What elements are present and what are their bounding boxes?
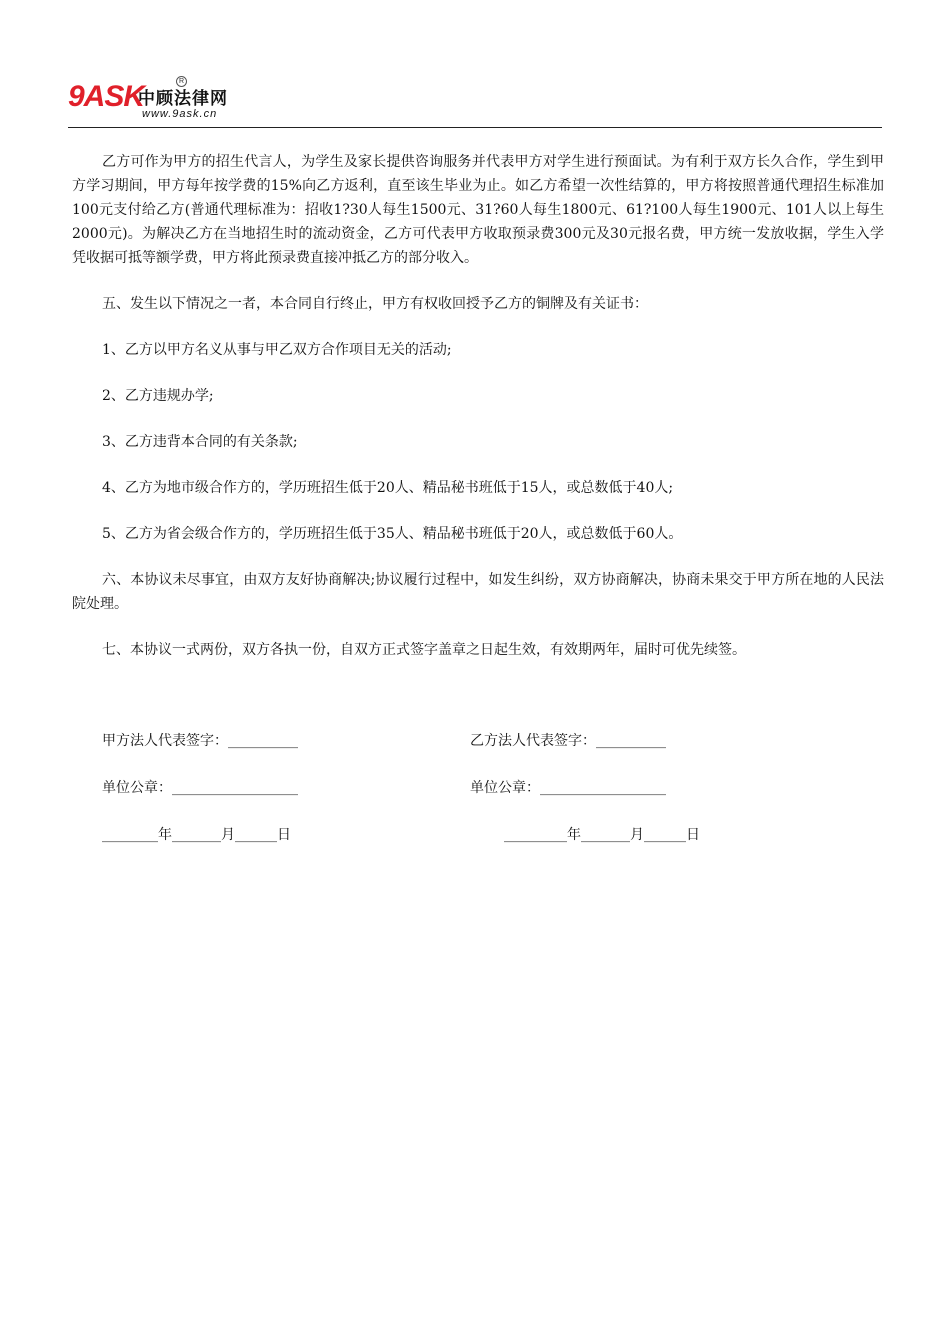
clause-five-item-5: 5、乙方为省会级合作方的，学历班招生低于35人、精品秘书班低于20人，或总数低于60人。 [102, 526, 683, 542]
header-divider [68, 127, 882, 128]
document-body [72, 150, 884, 662]
clause-five-item-1: 1、乙方以甲方名义从事与甲乙双方合作项目无关的活动; [102, 342, 452, 358]
clause-five-item-4: 4、乙方为地市级合作方的，学历班招生低于20人、精品秘书班低于15人，或总数低于40人; [102, 480, 674, 496]
party-a-date: ________年_______月______日 [102, 827, 291, 843]
signature-row-seal [102, 777, 862, 801]
site-logo[interactable] [68, 76, 268, 122]
clause-five-heading: 五、发生以下情况之一者，本合同自行终止，甲方有权收回授予乙方的铜牌及有关证书： [102, 296, 648, 312]
party-a-rep-signature: 甲方法人代表签字：__________ [102, 733, 298, 749]
registered-mark-icon: R [176, 76, 187, 87]
clause-seven: 七、本协议一式两份，双方各执一份，自双方正式签字盖章之日起生效，有效期两年，届时可优先续签。 [102, 642, 746, 658]
logo-mark: 9ASK [68, 80, 145, 113]
paragraph-commission: 乙方可作为甲方的招生代言人，为学生及家长提供咨询服务并代表甲方对学生进行预面试。为有利于双方长久合作，学生到甲方学习期间，甲方每年按学费的15%向乙方返利，直至该生毕业为止。如乙方希望一次性结算的，甲方将按照普通代理招生标准加100元支付给乙方(普通代理标准为：招收1?30人每生1500元、31?60人每生1800元、61?100人每生1900元、101人以上每生2000元)。为解决乙方在当地招生时的流动资金，乙方可代表甲方收取预录费300元及30元报名费，甲方统一发放收据，学生入学凭收据可抵等额学费，甲方将此预录费直接冲抵乙方的部分收入。 [72, 154, 884, 266]
party-b-rep-signature: 乙方法人代表签字：__________ [470, 733, 666, 749]
clause-five-item-2: 2、乙方违规办学; [102, 388, 214, 404]
party-a-seal: 单位公章：__________________ [102, 780, 298, 796]
document-header [68, 72, 882, 130]
party-b-seal: 单位公章：__________________ [470, 780, 666, 796]
signature-row-date [102, 824, 862, 848]
party-b-date: _________年_______月______日 [504, 827, 700, 843]
logo-url: www.9ask.cn [142, 108, 218, 120]
logo-brand-name: 中顾法律网 [138, 89, 228, 109]
clause-six: 六、本协议未尽事宜，由双方友好协商解决;协议履行过程中，如发生纠纷，双方协商解决，协商未果交于甲方所在地的人民法院处理。 [72, 572, 884, 612]
clause-five-item-3: 3、乙方违背本合同的有关条款; [102, 434, 298, 450]
signature-row-rep [102, 730, 862, 754]
